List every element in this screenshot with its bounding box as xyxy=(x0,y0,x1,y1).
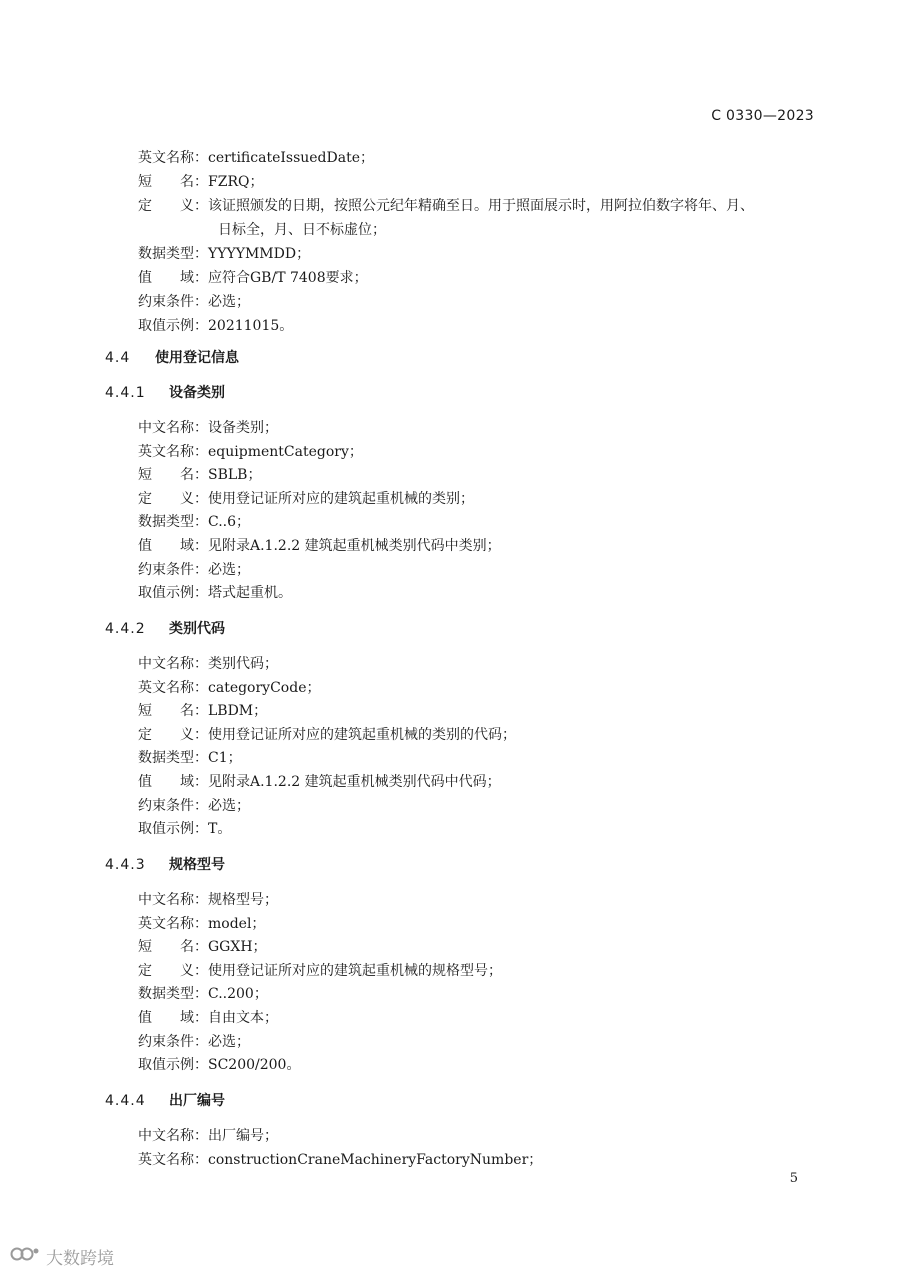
field-label: 短 名： xyxy=(138,174,208,190)
field-value: FZRQ； xyxy=(208,174,264,190)
field-label: 取值示例： xyxy=(138,1057,208,1073)
field-label: 数据类型： xyxy=(138,246,208,262)
field-label: 约束条件： xyxy=(138,294,208,310)
field-row xyxy=(138,513,250,531)
field-value: equipmentCategory； xyxy=(208,444,363,460)
field-value: categoryCode； xyxy=(208,680,321,696)
field-row xyxy=(138,915,265,933)
field-row xyxy=(138,702,267,720)
field-label: 英文名称： xyxy=(138,444,208,460)
field-label: 中文名称： xyxy=(138,892,208,908)
field-constraint xyxy=(138,293,250,311)
field-value: SC200/200。 xyxy=(208,1057,301,1073)
field-value: 塔式起重机。 xyxy=(208,585,292,601)
field-label: 定 义： xyxy=(138,198,208,214)
section-heading xyxy=(105,1092,225,1110)
field-label: 取值示例： xyxy=(138,318,208,334)
field-value: 见附录A.1.2.2 建筑起重机械类别代码中代码； xyxy=(208,774,501,790)
field-value: C..200； xyxy=(208,986,268,1002)
section-title: 出厂编号 xyxy=(169,1093,225,1109)
field-definition xyxy=(138,197,754,215)
field-value: 规格型号； xyxy=(208,892,278,908)
field-row xyxy=(138,1056,300,1074)
field-label: 值 域： xyxy=(138,1010,208,1026)
section-number: 4.4.4 xyxy=(105,1093,146,1109)
field-value-domain xyxy=(138,269,368,287)
watermark-logo-icon xyxy=(10,1245,40,1268)
field-value: 使用登记证所对应的建筑起重机械的规格型号； xyxy=(208,963,502,979)
field-label: 值 域： xyxy=(138,538,208,554)
field-value: SBLB； xyxy=(208,467,262,483)
field-label: 数据类型： xyxy=(138,514,208,530)
field-row xyxy=(138,1127,278,1145)
field-row xyxy=(138,655,278,673)
field-label: 约束条件： xyxy=(138,562,208,578)
section-number: 4.4.2 xyxy=(105,621,146,637)
field-label: 定 义： xyxy=(138,491,208,507)
field-row xyxy=(138,962,502,980)
field-label: 中文名称： xyxy=(138,656,208,672)
field-definition-continued: 日标全，月、日不标虚位； xyxy=(218,222,386,238)
field-value: GGXH； xyxy=(208,939,267,955)
field-label: 定 义： xyxy=(138,963,208,979)
field-label: 短 名： xyxy=(138,703,208,719)
field-row xyxy=(138,797,250,815)
field-value: T。 xyxy=(208,821,232,837)
field-value: 必选； xyxy=(208,1034,250,1050)
field-label: 中文名称： xyxy=(138,1128,208,1144)
field-data-type xyxy=(138,245,310,263)
field-value: C1； xyxy=(208,750,242,766)
section-heading-4-4 xyxy=(105,349,239,367)
field-value: 使用登记证所对应的建筑起重机械的类别的代码； xyxy=(208,727,516,743)
field-row xyxy=(138,537,501,555)
section-heading xyxy=(105,620,225,638)
field-row xyxy=(138,726,516,744)
field-value: 见附录A.1.2.2 建筑起重机械类别代码中类别； xyxy=(208,538,501,554)
field-row xyxy=(138,891,278,909)
field-row xyxy=(138,1009,278,1027)
field-value: 20211015。 xyxy=(208,318,294,334)
field-row xyxy=(138,1151,542,1169)
field-english-name xyxy=(138,149,374,167)
watermark xyxy=(10,1244,114,1269)
field-label: 约束条件： xyxy=(138,1034,208,1050)
field-value: 应符合GB/T 7408要求； xyxy=(208,270,368,286)
page-number: 5 xyxy=(789,1171,798,1186)
field-value: 使用登记证所对应的建筑起重机械的类别； xyxy=(208,491,474,507)
section-number: 4.4.1 xyxy=(105,385,146,401)
field-row xyxy=(138,749,242,767)
field-value: 类别代码； xyxy=(208,656,278,672)
section-title: 使用登记信息 xyxy=(155,350,239,366)
field-label: 数据类型： xyxy=(138,986,208,1002)
field-short-name xyxy=(138,173,263,191)
field-row xyxy=(138,938,267,956)
field-value: 出厂编号； xyxy=(208,1128,278,1144)
field-row xyxy=(138,679,320,697)
field-label: 英文名称： xyxy=(138,150,208,166)
field-row xyxy=(138,584,292,602)
section-number: 4.4 xyxy=(105,350,131,366)
field-label: 取值示例： xyxy=(138,821,208,837)
field-row xyxy=(138,985,268,1003)
field-value: YYYYMMDD； xyxy=(208,246,311,262)
field-label: 数据类型： xyxy=(138,750,208,766)
field-value: 设备类别； xyxy=(208,420,278,436)
field-label: 值 域： xyxy=(138,270,208,286)
section-title: 设备类别 xyxy=(169,385,225,401)
watermark-text: 大数跨境 xyxy=(46,1249,114,1269)
field-label: 取值示例： xyxy=(138,585,208,601)
field-label: 英文名称： xyxy=(138,1152,208,1168)
section-heading xyxy=(105,384,225,402)
field-row xyxy=(138,561,250,579)
field-value: 必选； xyxy=(208,798,250,814)
field-row xyxy=(138,820,231,838)
field-row xyxy=(138,773,501,791)
section-heading xyxy=(105,856,225,874)
field-label: 短 名： xyxy=(138,939,208,955)
section-title: 类别代码 xyxy=(169,621,225,637)
field-value: 自由文本； xyxy=(208,1010,278,1026)
field-example xyxy=(138,317,293,335)
field-label: 定 义： xyxy=(138,727,208,743)
field-label: 英文名称： xyxy=(138,680,208,696)
field-value: 该证照颁发的日期，按照公元纪年精确至日。用于照面展示时，用阿拉伯数字将年、月、 xyxy=(208,198,754,214)
section-title: 规格型号 xyxy=(169,857,225,873)
standard-code: C 0330—2023 xyxy=(711,108,814,124)
field-value: 必选； xyxy=(208,294,250,310)
field-row xyxy=(138,419,278,437)
field-row xyxy=(138,490,474,508)
field-value: certificateIssuedDate； xyxy=(208,150,375,166)
field-label: 短 名： xyxy=(138,467,208,483)
field-label: 英文名称： xyxy=(138,916,208,932)
field-value: C..6； xyxy=(208,514,251,530)
field-value: model； xyxy=(208,916,266,932)
section-number: 4.4.3 xyxy=(105,857,146,873)
field-row xyxy=(138,1033,250,1051)
field-label: 值 域： xyxy=(138,774,208,790)
field-row xyxy=(138,443,363,461)
field-label: 中文名称： xyxy=(138,420,208,436)
field-value: constructionCraneMachineryFactoryNumber； xyxy=(208,1152,543,1168)
field-value: LBDM； xyxy=(208,703,268,719)
field-value: 必选； xyxy=(208,562,250,578)
field-label: 约束条件： xyxy=(138,798,208,814)
field-row xyxy=(138,466,261,484)
